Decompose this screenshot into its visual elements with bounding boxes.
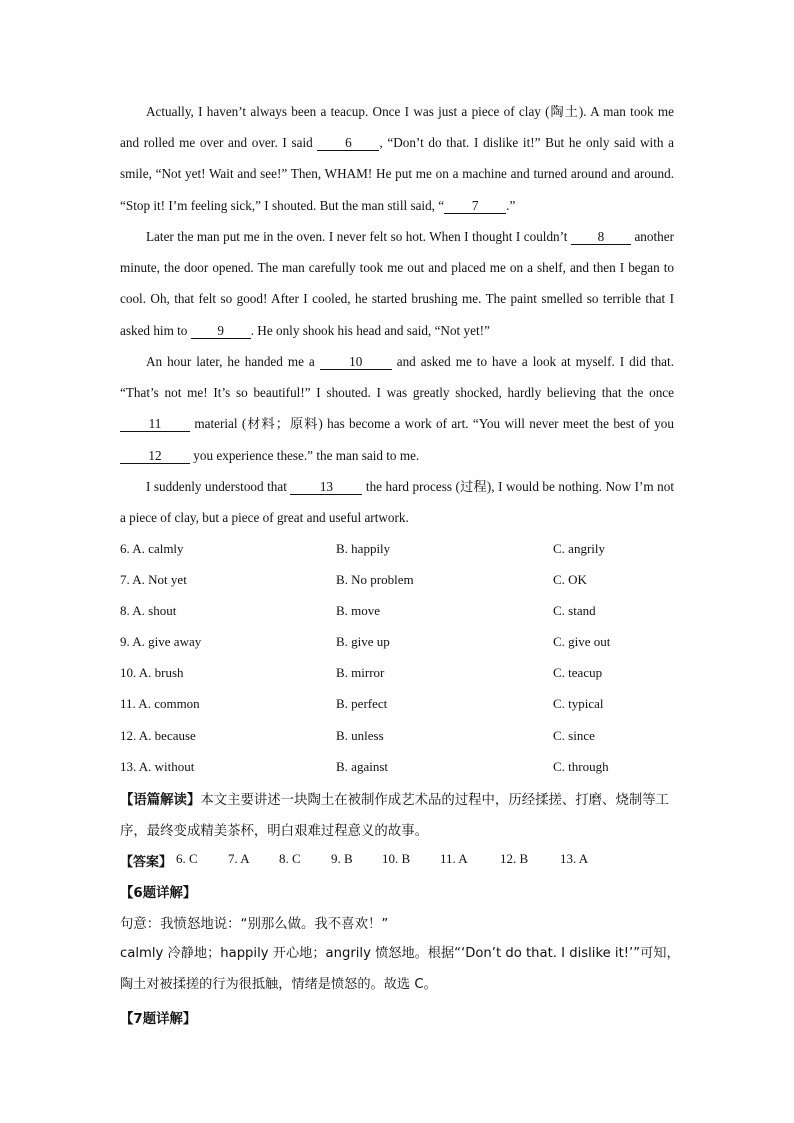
option-b[interactable]: B. unless xyxy=(336,728,384,743)
option-c[interactable]: C. typical xyxy=(553,696,604,711)
option-a[interactable]: 6. A. calmly xyxy=(120,541,184,556)
passage-paragraph-4: I suddenly understood that 13 the hard process (过程), I would be nothing. Now I’m not a piece of clay, but a piece of great and useful artwork. xyxy=(120,479,675,526)
option-row-13 xyxy=(120,759,680,779)
option-c[interactable]: C. angrily xyxy=(553,541,605,556)
detail-6-meaning: 句意：我愤怒地说：“别那么做。我不喜欢！” xyxy=(120,917,389,932)
analysis-text: 本文主要讲述一块陶土在被制作成艺术品的过程中，历经揉搓、打磨、烧制等工序，最终变成精美茶杯，明白艰难过程意义的故事。 xyxy=(120,793,670,839)
option-c[interactable]: C. through xyxy=(553,759,609,774)
answer-line xyxy=(120,851,680,871)
option-row-9 xyxy=(120,634,680,654)
blank-6[interactable]: 6 xyxy=(317,136,379,151)
option-row-12 xyxy=(120,728,680,748)
option-c[interactable]: C. give out xyxy=(553,634,611,649)
passage-paragraph-2: Later the man put me in the oven. I never felt so hot. When I thought I couldn’t 8 another minute, the door opened. The man carefully took me out and placed me on a shelf, and then I began to cool. Oh, that felt so good! After I cooled, he started brushing me. The paint smelled so terrible that I asked him to 9 . He only shook his head and said, “Not yet!” xyxy=(120,229,674,338)
option-c[interactable]: C. OK xyxy=(553,572,587,587)
answer-item: 12. B xyxy=(500,851,529,866)
answer-item: 13. A xyxy=(560,851,589,866)
option-b[interactable]: B. No problem xyxy=(336,572,414,587)
answer-item: 8. C xyxy=(279,851,301,866)
option-b[interactable]: B. perfect xyxy=(336,696,388,711)
blank-10[interactable]: 10 xyxy=(320,355,392,370)
answer-label: 【答案】 xyxy=(120,855,173,870)
blank-7[interactable]: 7 xyxy=(444,199,506,214)
option-row-7 xyxy=(120,572,680,592)
blank-9[interactable]: 9 xyxy=(191,324,251,339)
detail-6-explanation: calmly 冷静地；happily 开心地；angrily 愤怒地。根据“‘Don’t do that. I dislike it!’”可知，陶土对被揉搓的行为很抵触，情绪是愤怒的。故选 C。 xyxy=(120,946,680,992)
analysis-label: 【语篇解读】 xyxy=(120,793,201,808)
option-row-6 xyxy=(120,541,680,561)
passage-analysis xyxy=(120,785,680,847)
detail-7-heading: 【7题详解】 xyxy=(120,1012,197,1027)
option-a[interactable]: 10. A. brush xyxy=(120,665,184,680)
option-a[interactable]: 7. A. Not yet xyxy=(120,572,187,587)
passage-paragraph-3: An hour later, he handed me a 10 and asked me to have a look at myself. I did that. “That’s not me! It’s so beautiful!” I shouted. I was greatly shocked, hardly believing that the once 11 material (材料；原料) has become a work of art. “You will never meet the best of you 12 you experience these.” the man said to me. xyxy=(120,354,674,463)
option-b[interactable]: B. mirror xyxy=(336,665,385,680)
option-b[interactable]: B. happily xyxy=(336,541,391,556)
answer-item: 7. A xyxy=(228,851,250,866)
answer-item: 9. B xyxy=(331,851,353,866)
option-row-10 xyxy=(120,665,680,685)
option-a[interactable]: 12. A. because xyxy=(120,728,196,743)
option-row-8 xyxy=(120,603,680,623)
answer-item: 11. A xyxy=(440,851,468,866)
answer-item: 6. C xyxy=(176,851,198,866)
option-a[interactable]: 13. A. without xyxy=(120,759,195,774)
option-c[interactable]: C. teacup xyxy=(553,665,603,680)
passage-paragraph-1: Actually, I haven’t always been a teacup. Once I was just a piece of clay (陶土). A man took me and rolled me over and over. I said 6 , “Don’t do that. I dislike it!” But he only said with a smile, “Not yet! Wait and see!” Then, WHAM! He put me on a machine and turned around and around. “Stop it! I’m feeling sick,” I shouted. But the man still said, “ 7 .” xyxy=(120,104,674,213)
option-b[interactable]: B. against xyxy=(336,759,388,774)
option-row-11 xyxy=(120,696,680,716)
option-b[interactable]: B. give up xyxy=(336,634,390,649)
option-c[interactable]: C. since xyxy=(553,728,595,743)
answer-item: 10. B xyxy=(382,851,411,866)
option-a[interactable]: 8. A. shout xyxy=(120,603,177,618)
option-b[interactable]: B. move xyxy=(336,603,381,618)
option-c[interactable]: C. stand xyxy=(553,603,596,618)
blank-11[interactable]: 11 xyxy=(120,417,190,432)
option-a[interactable]: 11. A. common xyxy=(120,696,200,711)
blank-8[interactable]: 8 xyxy=(571,230,631,245)
blank-12[interactable]: 12 xyxy=(120,449,190,464)
blank-13[interactable]: 13 xyxy=(290,480,362,495)
detail-6-heading: 【6题详解】 xyxy=(120,886,197,901)
option-a[interactable]: 9. A. give away xyxy=(120,634,202,649)
